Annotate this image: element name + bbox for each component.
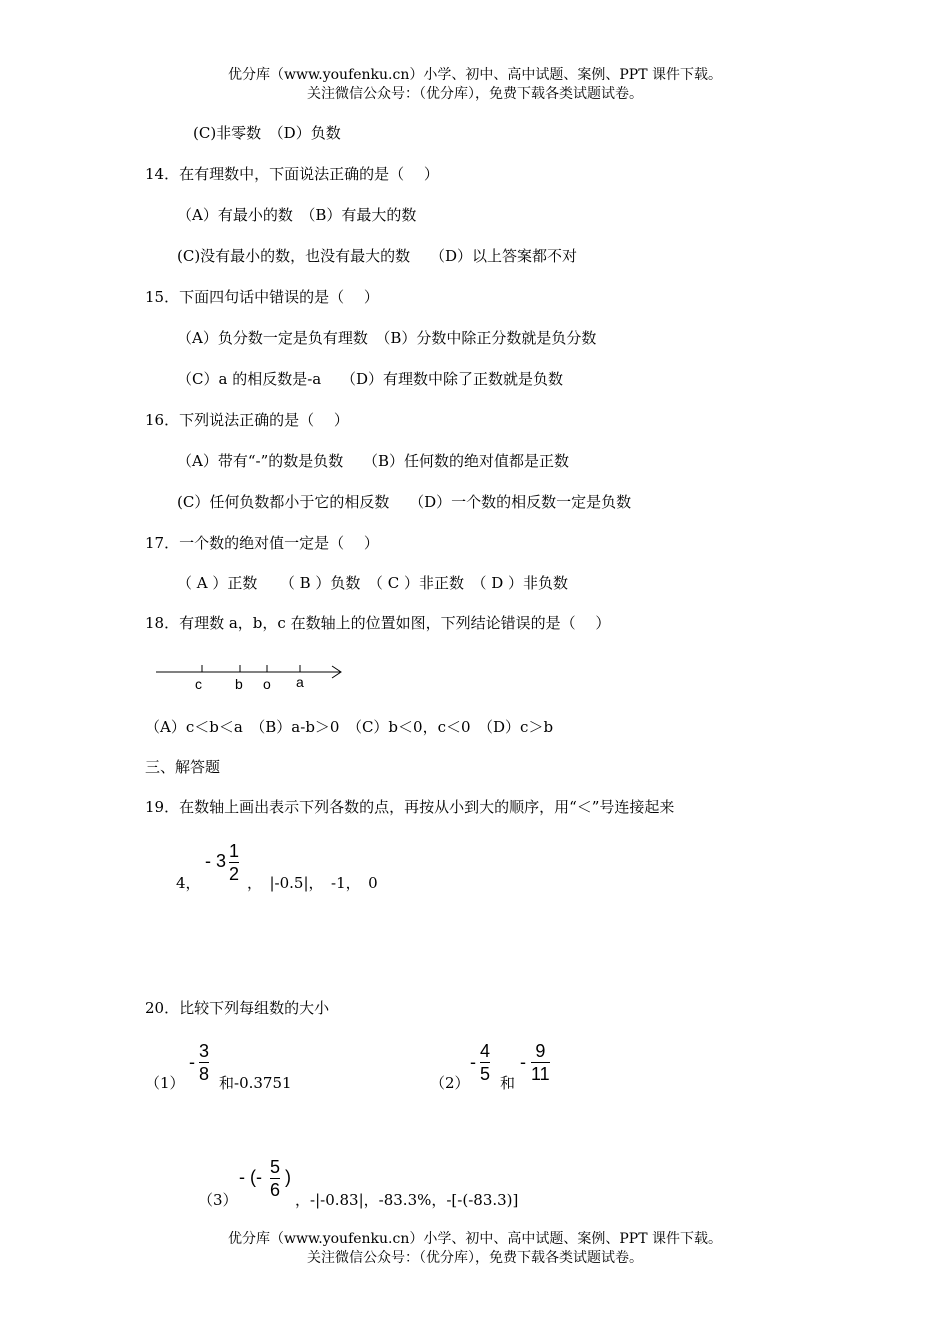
q20-part1-fraction [199,1040,209,1085]
q19-rest: ， |-0.5|， -1， 0 [247,874,378,892]
header-line-2: 关注微信公众号：（优分库），免费下载各类试题试卷。 [307,86,643,102]
q13-options-cd: (C)非零数 （D）负数 [193,124,341,142]
q20-part1-rest: 和-0.3751 [219,1074,292,1092]
fraction-denominator: 6 [270,1180,281,1200]
fraction-denominator: 11 [531,1064,550,1084]
q20-part1-sign: - [189,1052,195,1072]
q20-part2-fraction1 [480,1040,490,1085]
q18-options: （A）c＜b＜a （B）a-b＞0 （C）b＜0，c＜0 （D）c＞b [145,718,554,736]
q17-stem: 17．一个数的绝对值一定是（ ） [145,534,379,552]
q17-options: （ A ）正数 （ B ）负数 （ C ）非正数 （ D ）非负数 [177,574,569,592]
label-a: a [296,674,304,690]
fraction-numerator: 4 [480,1041,491,1061]
fraction-numerator: 3 [199,1041,210,1061]
q19-fraction [229,840,239,885]
fraction-denominator: 5 [480,1064,491,1084]
q19-frac-num: 1 [229,841,240,861]
q16-options-ab: （A）带有“-”的数是负数 （B）任何数的绝对值都是正数 [177,452,570,470]
q14-options-cd: (C)没有最小的数，也没有最大的数 （D）以上答案都不对 [177,247,577,265]
header-line-1: 优分库（www.youfenku.cn）小学、初中、高中试题、案例、PPT 课件下载。 [227,67,722,83]
q20-part2-sign1: - [470,1052,476,1072]
footer-line-2: 关注微信公众号：（优分库），免费下载各类试题试卷。 [307,1250,643,1266]
fraction-numerator: 9 [535,1041,546,1061]
q20-part2-and: 和 [500,1074,516,1092]
q15-options-ab: （A）负分数一定是负有理数 （B）分数中除正分数就是负分数 [177,329,597,347]
q15-stem: 15．下面四句话中错误的是（ ） [145,288,379,306]
q20-part3-fraction [270,1156,280,1201]
q19-frac-den: 2 [229,864,240,884]
q20-part2-sign2: - [520,1052,526,1072]
q18-stem: 18．有理数 a，b，c 在数轴上的位置如图，下列结论错误的是（ ） [145,614,611,632]
q20-part1-label: （1） [145,1074,185,1092]
q16-options-cd: (C）任何负数都小于它的相反数 （D）一个数的相反数一定是负数 [177,493,632,511]
label-b: b [235,676,243,692]
q15-options-cd: （C）a 的相反数是-a （D）有理数中除了正数就是负数 [177,370,563,388]
footer-line-1: 优分库（www.youfenku.cn）小学、初中、高中试题、案例、PPT 课件下载。 [227,1231,722,1247]
section-title: 三、解答题 [145,758,221,776]
q16-stem: 16．下列说法正确的是（ ） [145,411,349,429]
q20-stem: 20．比较下列每组数的大小 [145,999,330,1017]
label-c: c [195,676,202,692]
fraction-numerator: 5 [270,1157,281,1177]
q20-part2-label: （2） [430,1074,470,1092]
q20-part3-label: （3） [198,1191,238,1209]
number-line-figure [150,655,350,695]
q20-part3-rest: ，-|-0.83|，-83.3%，-[-(-83.3)] [295,1191,519,1209]
fraction-denominator: 8 [199,1064,210,1084]
q19-stem: 19．在数轴上画出表示下列各数的点，再按从小到大的顺序，用“＜”号连接起来 [145,798,675,816]
q20-part3-close: ) [285,1167,291,1187]
label-o: o [263,676,271,692]
q14-options-ab: （A）有最小的数 （B）有最大的数 [177,206,417,224]
q14-stem: 14．在有理数中，下面说法正确的是（ ） [145,165,439,183]
q19-number-4: 4， [176,874,201,892]
q20-part2-fraction2 [531,1040,550,1085]
q20-part3-prefix: - (- [239,1167,262,1187]
q19-mixed-whole: - 3 [205,851,227,871]
